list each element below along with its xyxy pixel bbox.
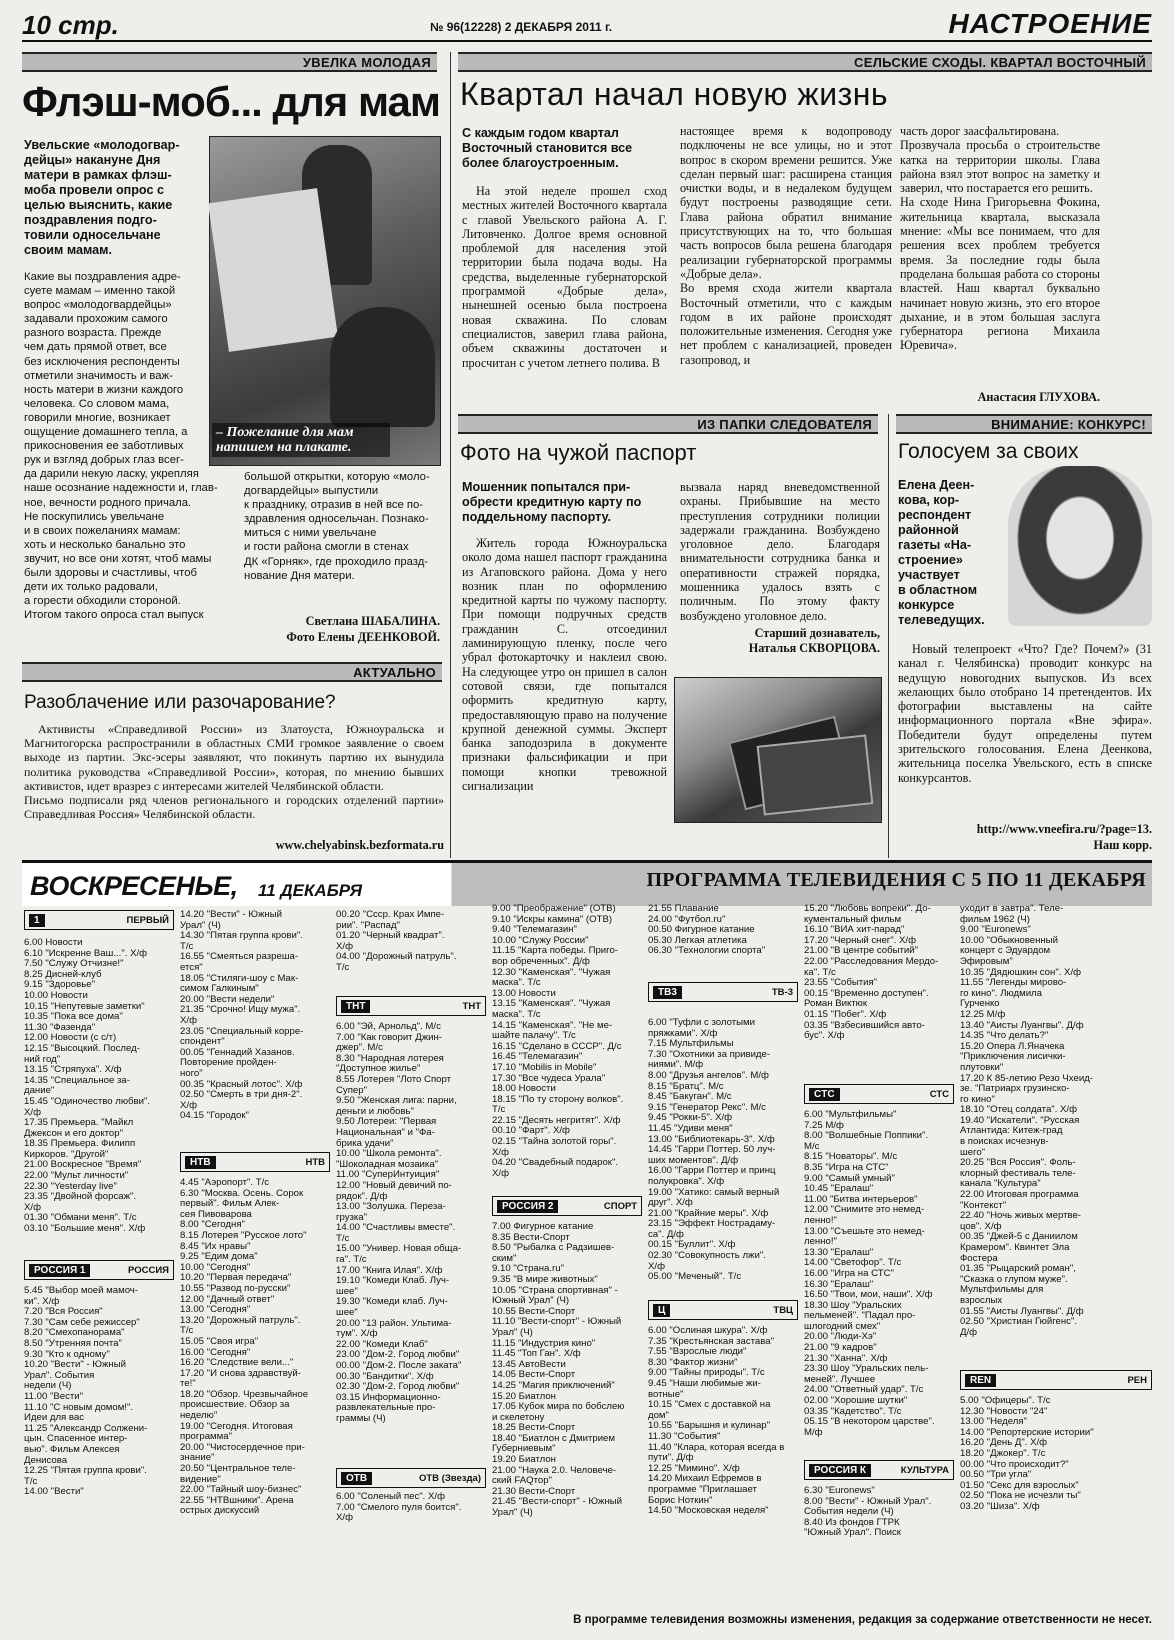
page-header	[22, 8, 1152, 42]
channel-logo: CTC	[809, 1088, 840, 1101]
photo-poster	[208, 188, 338, 352]
tv-column-1	[24, 910, 174, 1536]
channel-logo: РОССИЯ 1	[29, 1264, 90, 1277]
article-photo	[209, 136, 441, 466]
rubric-bar	[458, 414, 878, 434]
channel-name: СПОРТ	[603, 1200, 637, 1212]
schedule-list: 6.00 "Ослиная шкура". Х/ф 7.35 "Крестьянская застава" 7.55 "Взрослые люди" 8.30 "Фактор жизни" 9.00 "Тайны природы". Т/с 9.45 "Наши любимые жи- вотные" 10.15 "Смех с доставкой на дом" 10.55 "Барышня и кулинар" 11.30 "События" 11.40 "Клара, которая всегда в пути". Д/ф 12.25 "Мимино". Х/ф 14.20 Михаил Ефремов в программе "Приглашает Борис Ноткин" 14.50 "Московская неделя"	[648, 1325, 785, 1517]
photo-author: Фото Елены ДЕЕНКОВОЙ.	[286, 630, 440, 644]
channel-ntv	[180, 1152, 330, 1172]
column-divider	[450, 52, 451, 858]
page-number: 10 стр.	[22, 10, 119, 40]
channel-tnt	[336, 996, 486, 1016]
article-author: Анастасия ГЛУХОВА.	[977, 390, 1100, 404]
article-body-col2: настоящее время к водопроводу подключены не все улицы, но и этот вопрос в скором времени решится. Уже сделан первый шаг: расширена станция очистки воды, и в недалеком будущем будут построены разводящие сети. Глава района обратил внимание присутствующих на то, что большая часть вопросов была решена благодаря реализации губернаторской программы «Добрые дела». Во время схода жители квартала Восточный отметили, что с каждым годом в их районе происходят положительные изменения. Сегодня уже нет проблем с канализацией, проведен газопровод, и	[680, 124, 892, 367]
article-title: Квартал начал новую жизнь	[460, 76, 889, 112]
article-body: Новый телепроект «Что? Где? Почем?» (31 канал г. Челябинска) проводит конкурс на ведущую новогодних выпусков. Из всех желающих было отобрано 14 претендентов. Их фотографии выставлены на сайте информационного портала «Вне эфира». Победители будут определены путем зрительского голосования. Елена Деенкова, жительница поселка Увельского, есть в списке конкурсантов.	[898, 642, 1152, 785]
channel-logo: Ц	[653, 1304, 670, 1317]
schedule-list: 15.20 "Любовь вопреки". До- кументальный фильм 16.10 "ВИА хит-парад" 17.20 "Черный снег". Х/ф 21.00 "В центре событий" 22.00 "Расследования Мердо- ка". Т/с 23.55 "События" 00.15 "Временно доступен". Роман Виктюк 01.15 "Побег". Х/ф 03.35 "Взбесившийся авто- бус". Х/ф	[804, 903, 939, 1042]
channel-logo: РОССИЯ К	[809, 1464, 871, 1477]
photo-caption: – Пожелание для мам напишем на плакате.	[212, 423, 390, 457]
schedule-list: 6.00 "Соленый пес". Х/ф 7.00 "Смелого пуля боится". Х/ф	[336, 1491, 462, 1524]
article-body-col1: Какие вы поздравления адре- суете мамам – именно такой вопрос «молодогвардейцы» задавали прохожим самого разного возраста. Прежде чем дать прямой ответ, все без исключения респонденты отметили значимость и важ- ность матери в жизни каждого человека. Со словом мама, говорили многие, возникает ощущение домашнего тепла, а прикосновения ее заботливых рук и взгляд добрых глаз всег- да дарили некую ласку, укрепляя наше осознание надежности и, глав- ное, вечности родного причала. Не поскупились увельчане и в своих пожеланиях мамам: хоть и несколько банально это звучит, но все они хотят, чтоб мамы были здоровы и счастливы, чтоб дети их только радовали, а горести обходили стороной. Итогом такого опроса стал выпуск	[24, 271, 218, 622]
article-source: www.chelyabinsk.bezformata.ru	[275, 838, 444, 852]
tv-program-title: ПРОГРАММА ТЕЛЕВИДЕНИЯ С 5 ПО 11 ДЕКАБРЯ	[646, 869, 1146, 891]
article-title: Голосуем за своих	[898, 440, 1079, 463]
issue-date: № 96(12228) 2 ДЕКАБРЯ 2011 г.	[430, 20, 613, 34]
channel-sts	[804, 1084, 954, 1104]
channel-perviy	[24, 910, 174, 930]
article-lead: С каждым годом квартал Восточный становится все более благоустроенным.	[462, 126, 633, 170]
channel-name: НТВ	[305, 1156, 325, 1168]
channel-name: РОССИЯ	[128, 1264, 169, 1276]
card-shape	[757, 734, 874, 815]
article-author: Светлана ШАБАЛИНА.	[305, 614, 440, 628]
column-divider	[888, 414, 889, 858]
portrait-photo	[1008, 466, 1152, 626]
schedule-list: 5.45 "Выбор моей мамоч- ки". Х/ф 7.20 "Вся Россия" 7.30 "Сам себе режиссер" 8.20 "Смехопанорама" 8.50 "Утренняя почта" 9.30 "Кто к одному" 10.20 "Вести" - Южный Урал". События недели (Ч) 11.00 "Вести" 11.10 "С новым домом!". Идеи для вас 11.25 "Александр Солжени- цын. Спасенное интер- вью". Фильм Алексея Денисова 12.25 "Пятая группа крови". Т/с 14.00 "Вести"	[24, 1285, 148, 1498]
channel-logo: ОТВ	[341, 1472, 372, 1485]
article-author: Наш корр.	[1093, 838, 1152, 852]
channel-logo: РОССИЯ 2	[497, 1200, 558, 1213]
rubric-bar	[458, 52, 1152, 72]
article-body-col3: часть дорог заасфальтирована. Прозвучала просьба о строительстве катка на территории школы. Глава района взял этот вопрос на заметку и заверил, что постарается его решить. На сходе Нина Григорьевна Фокина, жительница квартала, высказала мнение: «Мы все понимаем, что для решения всех проблем требуется время. За последние годы была проделана большая работа со стороны властей. Наш квартал буквально начинает новую жизнь, это его второе дыхание, и в этом большая заслуга губернатора региона Михаила Юревича».	[900, 124, 1100, 353]
channel-logo: НТВ	[185, 1156, 216, 1169]
channel-tvc	[648, 1300, 798, 1320]
article-body-col1: Житель города Южноуральска около дома нашел паспорт гражданина из Агаповского района. Дома у него возник план по оформлению кредитной карты по чужому паспорту. При помощи подручных средств гражданин С. отсоединил ламинирующую пленку, после чего убрал фотокарточку и наклеил свою. На следующее утро он пришел в салон сотовой связи, где попытался оформить кредитную карту, предоставляющую право на получение крупной денежной суммы. Эксперт банка заподозрила в документе признаки фальсификации и при помощи кнопки тревожной сигнализации	[462, 536, 667, 794]
article-title: Фото на чужой паспорт	[460, 440, 697, 465]
schedule-list: 6.00 Новости 6.10 "Искренне Ваш...". Х/ф 7.50 "Служу Отчизне!" 8.25 Дисней-клуб 9.15 "Здоровье" 10.00 Новости 10.15 "Непутевые заметки" 10.35 "Пока все дома" 11.30 "Фазенда" 12.00 Новости (с с/т) 12.15 "Высоцкий. Послед- ний год" 13.15 "Стряпуха". Х/ф 14.35 "Специальное за- дание" 15.45 "Одиночество любви". Х/ф 17.35 Премьера. "Майкл Джексон и его доктор" 18.35 Премьера. Филипп Киркоров. "Другой" 21.00 Воскресное "Время" 22.00 "Мульт личности" 22.30 "Yesterday live" 23.35 "Двойной форсаж". Х/ф 01.30 "Обмани меня". Т/с 03.10 "Большие меня". Х/ф	[24, 937, 151, 1235]
tv-footer-note: В программе телевидения возможны изменения, редакция за содержание ответственности не несет.	[573, 1614, 1152, 1626]
article-body-col2: большой открытки, которую «моло- догвардейцы» выпустили к празднику, отразив в ней все по- здравления односельчан. Познако- миться с ними увельчане и гости района смогли в стенах ДК «Горняк», где проходило празд- нование Дня матери.	[244, 471, 430, 582]
rubric-bar	[22, 662, 442, 682]
channel-name: ТВ-3	[771, 986, 793, 998]
channel-tv3	[648, 982, 798, 1002]
channel-name: ТНТ	[462, 1000, 481, 1012]
schedule-list: 5.00 "Офицеры". Т/с 12.30 "Новости "24" 13.00 "Неделя" 14.00 "Репортерские истории" 16.20 "День Д". Х/ф 18.20 "Джокер". Т/с 00.00 "Что происходит?" 00.50 "Три угла" 01.50 "Секс для взрослых" 02.50 "Пока не исчезли ты" 03.20 "Шиза". Х/ф	[960, 1395, 1094, 1512]
tv-column-4	[492, 904, 642, 1518]
rubric-label: СЕЛЬСКИЕ СХОДЫ. КВАРТАЛ ВОСТОЧНЫЙ	[854, 55, 1146, 70]
article-lead: Мошенник попытался при- обрести кредитную карту по поддельному паспорту.	[462, 480, 642, 524]
channel-otv	[336, 1468, 486, 1488]
channel-name: ОТВ (Звезда)	[418, 1472, 481, 1484]
schedule-list: 21.55 Плавание 24.00 "Футбол.ru" 00.50 Фигурное катание 05.30 Легкая атлетика 06.30 "Технологии спорта"	[648, 903, 766, 957]
article-title: Флэш-моб... для мам	[22, 78, 440, 125]
channel-ren	[960, 1370, 1152, 1390]
rubric-label: УВЕЛКА МОЛОДАЯ	[302, 55, 431, 70]
rubric-bar	[22, 52, 437, 72]
schedule-list: 6.00 "Туфли с золотыми пряжками". Х/ф 7.15 Мультфильмы 7.30 "Охотники за привиде- ниями". М/ф 8.00 "Друзья ангелов". М/ф 8.15 "Братц". М/с 8.45 "Бакуган". М/с 9.15 "Генератор Рекс". М/с 9.45 "Рокки-5". Х/ф 11.45 "Удиви меня" 13.00 "Библиотекарь-3". Х/ф 14.45 "Гарри Поттер. 50 луч- ших моментов". Д/ф 16.00 "Гарри Поттер и принц полукровка". Х/ф 19.00 "Хатико: самый верный друг". Х/ф 21.00 "Крайние меры". Х/ф 23.15 "Эффект Нострадаму- са". Д/ф 00.15 "Буллит". Х/ф 02.30 "Совокупность лжи". Х/ф 05.00 "Меченый". Т/с	[648, 1017, 780, 1283]
schedule-list: 6.00 "Эй, Арнольд". М/с 7.00 "Как говорит Джин- джер". М/с 8.30 "Народная лотерея "Доступное жилье" 8.55 Лотерея "Лото Спорт Супер" 9.50 "Женская лига: парни, деньги и любовь" 9.50 Лотереи: "Первая Национальная" и "Фа- брика удачи" 10.00 "Школа ремонта". "Шоколадная мозаика" 11.00 "СуперИнтуиция" 12.00 "Новый девичий по- рядок". Д/ф 13.00 "Золушка. Переза- грузка" 14.00 "Счастливы вместе". Т/с 15.00 "Универ. Новая обща- га". Т/с 17.00 "Книга Илая". Х/ф 19.10 "Комеди Клаб. Луч- шее" 19.30 "Комеди клаб. Луч- шее" 20.00 "13 район. Ультима- тум". Х/ф 22.00 "Комеди Клаб" 23.00 "Дом-2. Город любви" 00.00 "Дом-2. После заката" 00.30 "Бандитки". Х/ф 02.30 "Дом-2. Город любви" 03.15 Информационно- развлекательные про- граммы (Ч)	[336, 1021, 462, 1424]
tv-column-3	[336, 910, 486, 1526]
tv-column-2	[180, 910, 330, 1578]
tv-date: 11 ДЕКАБРЯ	[258, 881, 363, 900]
channel-name: СТС	[929, 1088, 949, 1100]
article-title: Разоблачение или разочарование?	[24, 692, 336, 713]
channel-logo: ТНТ	[341, 1000, 370, 1013]
section-title: НАСТРОЕНИЕ	[948, 8, 1152, 39]
rubric-label: АКТУАЛЬНО	[353, 665, 436, 680]
channel-name: ТВЦ	[773, 1304, 793, 1316]
schedule-list: уходит в завтра". Теле- фильм 1962 (Ч) 9.00 "Euronews" 10.00 "Обыкновенный концерт с Эдуардом Эфировым" 10.35 "Дядюшкин сон". Х/ф 11.55 "Легенды мирово- го кино". Людмила Гурченко 12.25 М/ф 13.40 "Аисты Луангвы". Д/ф 14.35 "Что делать?" 15.20 Опера Л.Яначека "Приключения лисички- плутовки" 17.20 К 85-летию Резо Чхеид- зе. "Патриарх грузинско- го кино" 18.10 "Отец солдата". Х/ф 19.40 "Искатели". "Русская Атлантида: Китеж-град в поисках исчезнув- шего" 20.25 "Вся Россия". Фоль- клорный фестиваль теле- канала "Культура" 22.00 Итоговая программа "Контекст" 22.40 "Ночь живых мертве- цов". Х/ф 00.35 "Джей-5 с Даниилом Крамером". Квинтет Эла Фостера 01.35 "Рыцарский роман", "Сказка о глупом муже". Мультфильмы для взрослых 01.55 "Аисты Луангвы". Д/ф 02.50 "Христиан Гюйгенс". Д/ф	[960, 903, 1093, 1338]
schedule-list: 6.30 "Euronews" 8.00 "Вести" - Южный Урал". События недели (Ч) 8.40 Из фондов ГТРК "Южный Урал". Поиск	[804, 1485, 932, 1539]
tv-header	[22, 860, 1152, 906]
schedule-list: 00.20 "Ссср. Крах Импе- рии". "Распад" 01.20 "Черный квадрат". Х/ф 04.00 "Дорожный патруль". Т/с	[336, 909, 457, 973]
photo-figure-2	[330, 307, 435, 427]
rubric-label: ИЗ ПАПКИ СЛЕДОВАТЕЛЯ	[697, 417, 872, 432]
article-body-col1: На этой неделе прошел сход местных жителей Восточного квартала с главой Увельского района А. Г. Литовченко. Долгое время основной проблемой для населения этой территории была подача воды. На средства, выделенные губернаторской программой «Добрые дела», нынешней осенью была построена новая скважина. По словам специалистов, заверил глава района, объем скважины достаточен и просчитан с учетом летнего полива. В	[462, 184, 667, 370]
tv-column-6	[804, 903, 954, 1539]
rubric-label: ВНИМАНИЕ: КОНКУРС!	[991, 417, 1146, 432]
channel-rossia	[24, 1260, 174, 1280]
rubric-bar	[896, 414, 1152, 434]
channel-name: КУЛЬТУРА	[900, 1464, 949, 1476]
channel-logo: ТВ3	[653, 986, 682, 999]
channel-sport	[492, 1196, 642, 1216]
article-body-col2: вызвала наряд вневедомственной охраны. Прибывшие на место преступления сотрудники полиции задержали гражданина. Возбуждено уголовное дело. Благодаря внимательности сотрудника банка и оперативности стражей порядка, мошенника удалось взять с поличным. По этому факту возбуждено уголовное дело.	[680, 480, 880, 623]
schedule-list: 6.00 "Мультфильмы" 7.25 М/ф 8.00 "Волшебные Поппики". М/с 8.15 "Новаторы". М/с 8.35 "Игра на СТС" 9.00 "Самый умный" 10.45 "Ералаш" 11.00 "Битва интерьеров" 12.00 "Снимите это немед- ленно!" 13.00 "Съешьте это немед- ленно!" 13.30 "Ералаш" 14.00 "Светофор". Т/с 16.00 "Игра на СТС" 16.30 "Ералаш" 16.50 "Твои, мои, наши". Х/ф 18.30 Шоу "Уральских пельменей". "Падал про- шлогодний смех" 20.00 "Люди-Хэ" 21.00 "9 кадров" 21.30 "Ханна". Х/ф 23.30 Шоу "Уральских пель- меней". Лучшее 24.00 "Ответный удар". Т/с 02.00 "Хорошие шутки" 03.35 "Кадетство". Т/с 05.15 "В некотором царстве". М/ф	[804, 1109, 935, 1438]
tv-day: ВОСКРЕСЕНЬЕ,	[30, 871, 238, 901]
channel-name: ПЕРВЫЙ	[126, 914, 169, 926]
schedule-list: 4.45 "Аэропорт". Т/с 6.30 "Москва. Осень. Сорок первый". Фильм Алек- сея Пивоварова 8.00 "Сегодня" 8.15 Лотерея "Русское лото" 8.45 "Их нравы" 9.25 "Едим дома" 10.00 "Сегодня" 10.20 "Первая передача" 10.55 "Развод по-русски" 12.00 "Дачный ответ" 13.00 "Сегодня" 13.20 "Дорожный патруль". Т/с 15.05 "Своя игра" 16.00 "Сегодня" 16.20 "Следствие вели..." 17.20 "И снова здравствуй- те!" 18.20 "Обзор. Чрезвычайное происшествие. Обзор за неделю" 19.00 "Сегодня. Итоговая программа" 20.00 "Чистосердечное при- знание" 20.50 "Центральное теле- видение" 22.00 "Тайный шоу-бизнес" 22.55 "НТВшники". Арена острых дискуссий	[180, 1177, 309, 1517]
channel-logo: 1	[29, 914, 45, 927]
channel-kultura	[804, 1460, 954, 1480]
article-author: Старший дознаватель, Наталья СКВОРЦОВА.	[748, 626, 880, 655]
passport-photo	[674, 677, 882, 823]
tv-column-5	[648, 904, 798, 1522]
schedule-list: 9.00 "Преображение" (ОТВ) 9.10 "Искры камина" (ОТВ) 9.40 "Телемагазин" 10.00 "Служу России" 11.15 "Карта победы. Приго- вор обреченных". Д/ф 12.30 "Каменская". "Чужая маска". Т/с 13.00 Новости 13.15 "Каменская". "Чужая маска". Т/с 14.15 "Каменская". "Не ме- шайте палачу". Т/с 16.15 "Сделано в СССР". Д/с 16.45 "Телемагазин" 17.10 "Mobilis in Mobile" 17.30 "Все чудеса Урала" 18.00 Новости 18.15 "По ту сторону волков". Т/с 22.15 "Десять негритят". Х/ф 00.10 "Фарт". Х/ф 02.15 "Тайна золотой горы". Х/ф 04.20 "Свадебный подарок". Х/ф	[492, 903, 624, 1179]
schedule-list: 14.20 "Вести" - Южный Урал" (Ч) 14.30 "Пятая группа крови". Т/с 16.55 "Смеяться разреша- ется" 18.05 "Стиляги-шоу с Мак- симом Галкиным" 20.00 "Вести недели" 21.35 "Срочно! Ищу мужа". Х/ф 23.05 "Специальный корре- спондент" 00.05 "Геннадий Хазанов. Повторение пройден- ного" 00.35 "Красный лотос". Х/ф 02.50 "Смерть в три дня-2". Х/ф 04.15 "Городок"	[180, 909, 304, 1122]
contest-url[interactable]: http://www.vneefira.ru/?page=13.	[976, 822, 1152, 836]
channel-logo: REN	[965, 1374, 996, 1387]
article-body: Активисты «Справедливой России» из Златоуста, Южноуральска и Магнитогорска распространили в областных СМИ громкое заявление о своем выходе из партии. Экс-эсеры заявляют, что покинуть партию их вынудила политика руководства «Справедливой России», которая, по мнению бывших активистов, идет вразрез с интересами жителей Челябинской области. Письмо подписали ряд членов регионального и городских отделений партии» Справедливая Россия» Челябинской области.	[24, 722, 444, 822]
schedule-list: 7.00 Фигурное катание 8.35 Вести-Спорт 8.50 "Рыбалка с Радзишев- ским" 9.10 "Страна.ru" 9.35 "В мире животных" 10.05 "Страна спортивная" - Южный Урал" (Ч) 10.55 Вести-Спорт 11.10 "Вести-спорт" - Южный Урал" (Ч) 11.15 "Индустрия кино" 11.45 "Топ Ган". Х/ф 13.45 АвтоВести 14.05 Вести-Спорт 14.25 "Магия приключений" 15.20 Биатлон 17.05 Кубок мира по бобслею и скелетону 18.25 Вести-Спорт 18.40 "Биатлон с Дмитрием Губерниевым" 19.20 Биатлон 21.00 "Наука 2.0. Человече- ский FAQтор" 21.30 Вести-Спорт 21.45 "Вести-спорт" - Южный Урал" (Ч)	[492, 1221, 625, 1519]
article-lead: Елена Деен- кова, кор- респондент районной газеты «На- строение» участвует в областном конкурсе телеведущих.	[898, 478, 985, 627]
article-lead: Увельские «молодогвар- дейцы» накануне Дня матери в рамках флэш- моба провели опрос с целью выяснить, какие поздравления подго- товили односельчане своим мамам.	[24, 138, 180, 257]
tv-column-7	[960, 904, 1152, 1516]
channel-name: РЕН	[1127, 1374, 1147, 1386]
